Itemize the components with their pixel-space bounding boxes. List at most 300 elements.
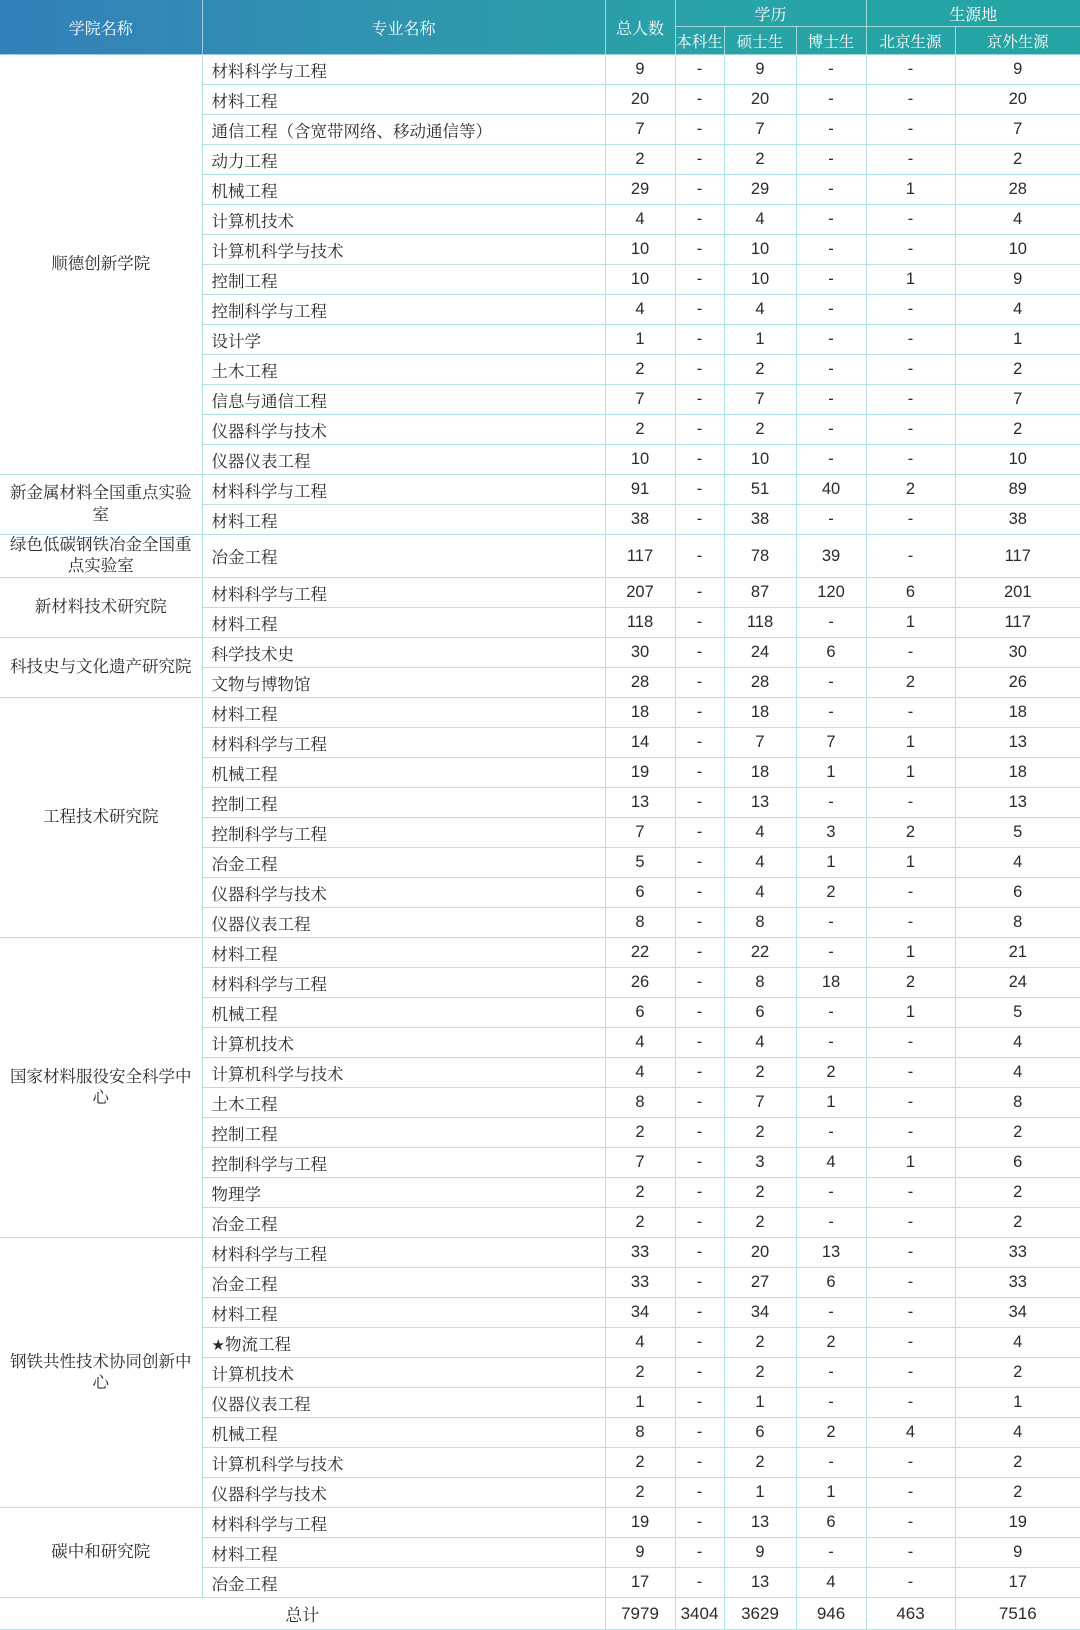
total-cell-master: 3629 xyxy=(724,1598,796,1630)
cell-major-name: 控制科学与工程 xyxy=(202,295,605,325)
cell-non-beijing: 2 xyxy=(955,145,1080,175)
cell-bachelor: - xyxy=(675,1148,724,1178)
cell-total: 207 xyxy=(605,578,675,608)
cell-doctor: 18 xyxy=(796,968,866,998)
cell-non-beijing: 6 xyxy=(955,878,1080,908)
cell-non-beijing: 24 xyxy=(955,968,1080,998)
cell-bachelor: - xyxy=(675,1298,724,1328)
total-cell-bachelor: 3404 xyxy=(675,1598,724,1630)
cell-major-name: 科学技术史 xyxy=(202,638,605,668)
cell-college-name: 新材料技术研究院 xyxy=(0,578,202,638)
cell-college-name: 国家材料服役安全科学中心 xyxy=(0,938,202,1238)
column-header-non-beijing: 京外生源 xyxy=(955,27,1080,55)
cell-college-name: 钢铁共性技术协同创新中心 xyxy=(0,1238,202,1508)
cell-master: 2 xyxy=(724,1328,796,1358)
star-icon: ★ xyxy=(211,1336,225,1354)
cell-major-name: 控制科学与工程 xyxy=(202,1148,605,1178)
cell-bachelor: - xyxy=(675,1208,724,1238)
cell-bachelor: - xyxy=(675,235,724,265)
cell-college-name: 顺德创新学院 xyxy=(0,55,202,475)
cell-college-name: 科技史与文化遗产研究院 xyxy=(0,638,202,698)
cell-total: 8 xyxy=(605,1418,675,1448)
cell-total: 2 xyxy=(605,1358,675,1388)
cell-doctor: 2 xyxy=(796,878,866,908)
cell-total: 8 xyxy=(605,1088,675,1118)
cell-doctor: - xyxy=(796,1208,866,1238)
cell-bachelor: - xyxy=(675,535,724,578)
cell-doctor: 2 xyxy=(796,1418,866,1448)
cell-master: 18 xyxy=(724,698,796,728)
cell-beijing: - xyxy=(866,115,955,145)
cell-major-name: 土木工程 xyxy=(202,1088,605,1118)
cell-non-beijing: 19 xyxy=(955,1508,1080,1538)
cell-beijing: - xyxy=(866,1508,955,1538)
cell-beijing: 1 xyxy=(866,608,955,638)
cell-master: 1 xyxy=(724,1478,796,1508)
cell-major-name: 材料工程 xyxy=(202,505,605,535)
cell-major-name: ★物流工程 xyxy=(202,1328,605,1358)
cell-major-name: 冶金工程 xyxy=(202,535,605,578)
cell-non-beijing: 7 xyxy=(955,115,1080,145)
cell-non-beijing: 117 xyxy=(955,535,1080,578)
table-row xyxy=(0,938,1080,968)
cell-major-name: 材料科学与工程 xyxy=(202,578,605,608)
cell-non-beijing: 4 xyxy=(955,1058,1080,1088)
cell-major-name: 材料工程 xyxy=(202,608,605,638)
cell-total: 2 xyxy=(605,1448,675,1478)
cell-major-name: 仪器科学与技术 xyxy=(202,1478,605,1508)
cell-beijing: 1 xyxy=(866,175,955,205)
cell-master: 1 xyxy=(724,1388,796,1418)
cell-non-beijing: 4 xyxy=(955,205,1080,235)
cell-major-name: 计算机技术 xyxy=(202,205,605,235)
cell-major-name: 材料工程 xyxy=(202,85,605,115)
cell-beijing: 1 xyxy=(866,758,955,788)
cell-non-beijing: 201 xyxy=(955,578,1080,608)
cell-master: 10 xyxy=(724,445,796,475)
cell-doctor: 13 xyxy=(796,1238,866,1268)
cell-doctor: - xyxy=(796,235,866,265)
cell-non-beijing: 2 xyxy=(955,1448,1080,1478)
cell-total: 2 xyxy=(605,415,675,445)
cell-beijing: 2 xyxy=(866,968,955,998)
cell-beijing: - xyxy=(866,1298,955,1328)
cell-doctor: - xyxy=(796,55,866,85)
cell-total: 2 xyxy=(605,1118,675,1148)
cell-major-name: 冶金工程 xyxy=(202,1268,605,1298)
cell-doctor: - xyxy=(796,415,866,445)
cell-major-name: 材料工程 xyxy=(202,938,605,968)
cell-total: 2 xyxy=(605,355,675,385)
cell-bachelor: - xyxy=(675,295,724,325)
cell-major-name: 计算机技术 xyxy=(202,1358,605,1388)
cell-major-name: 仪器科学与技术 xyxy=(202,878,605,908)
cell-bachelor: - xyxy=(675,1328,724,1358)
cell-doctor: - xyxy=(796,295,866,325)
cell-total: 91 xyxy=(605,475,675,505)
cell-beijing: - xyxy=(866,1388,955,1418)
cell-major-name: 材料科学与工程 xyxy=(202,728,605,758)
cell-beijing: 1 xyxy=(866,728,955,758)
cell-doctor: - xyxy=(796,265,866,295)
cell-non-beijing: 20 xyxy=(955,85,1080,115)
cell-doctor: - xyxy=(796,1388,866,1418)
cell-master: 4 xyxy=(724,295,796,325)
cell-non-beijing: 10 xyxy=(955,445,1080,475)
total-cell-doctor: 946 xyxy=(796,1598,866,1630)
cell-master: 13 xyxy=(724,1568,796,1598)
cell-total: 2 xyxy=(605,145,675,175)
cell-total: 22 xyxy=(605,938,675,968)
cell-total: 33 xyxy=(605,1268,675,1298)
cell-master: 29 xyxy=(724,175,796,205)
cell-master: 8 xyxy=(724,968,796,998)
cell-total: 14 xyxy=(605,728,675,758)
cell-bachelor: - xyxy=(675,1568,724,1598)
cell-master: 4 xyxy=(724,205,796,235)
column-header-doctor: 博士生 xyxy=(796,27,866,55)
cell-doctor: 6 xyxy=(796,1268,866,1298)
cell-non-beijing: 4 xyxy=(955,848,1080,878)
cell-total: 7 xyxy=(605,818,675,848)
cell-total: 2 xyxy=(605,1178,675,1208)
cell-total: 10 xyxy=(605,235,675,265)
cell-beijing: - xyxy=(866,1208,955,1238)
cell-bachelor: - xyxy=(675,1538,724,1568)
cell-bachelor: - xyxy=(675,608,724,638)
cell-total-label: 总计 xyxy=(0,1598,605,1630)
cell-bachelor: - xyxy=(675,728,724,758)
cell-bachelor: - xyxy=(675,85,724,115)
cell-master: 2 xyxy=(724,1358,796,1388)
cell-master: 13 xyxy=(724,788,796,818)
cell-doctor: - xyxy=(796,1358,866,1388)
cell-master: 7 xyxy=(724,115,796,145)
cell-bachelor: - xyxy=(675,818,724,848)
header-row-top xyxy=(0,0,1080,27)
cell-major-name: 控制工程 xyxy=(202,1118,605,1148)
cell-bachelor: - xyxy=(675,145,724,175)
cell-total: 4 xyxy=(605,1058,675,1088)
cell-bachelor: - xyxy=(675,1358,724,1388)
cell-bachelor: - xyxy=(675,788,724,818)
cell-beijing: 6 xyxy=(866,578,955,608)
cell-major-name: 材料科学与工程 xyxy=(202,968,605,998)
cell-beijing: - xyxy=(866,1058,955,1088)
cell-non-beijing: 2 xyxy=(955,355,1080,385)
cell-major-name: 通信工程（含宽带网络、移动通信等） xyxy=(202,115,605,145)
cell-bachelor: - xyxy=(675,1448,724,1478)
cell-bachelor: - xyxy=(675,968,724,998)
cell-doctor: - xyxy=(796,355,866,385)
cell-beijing: - xyxy=(866,1118,955,1148)
cell-bachelor: - xyxy=(675,938,724,968)
cell-master: 10 xyxy=(724,235,796,265)
cell-beijing: 2 xyxy=(866,475,955,505)
cell-master: 4 xyxy=(724,1028,796,1058)
cell-doctor: - xyxy=(796,698,866,728)
cell-beijing: 4 xyxy=(866,1418,955,1448)
cell-master: 3 xyxy=(724,1148,796,1178)
cell-doctor: - xyxy=(796,1178,866,1208)
cell-master: 2 xyxy=(724,415,796,445)
cell-total: 5 xyxy=(605,848,675,878)
cell-non-beijing: 13 xyxy=(955,788,1080,818)
cell-total: 2 xyxy=(605,1208,675,1238)
cell-bachelor: - xyxy=(675,1118,724,1148)
cell-non-beijing: 33 xyxy=(955,1268,1080,1298)
cell-beijing: - xyxy=(866,1088,955,1118)
cell-beijing: - xyxy=(866,1538,955,1568)
cell-non-beijing: 38 xyxy=(955,505,1080,535)
cell-total: 13 xyxy=(605,788,675,818)
table-row xyxy=(0,638,1080,668)
cell-non-beijing: 2 xyxy=(955,1478,1080,1508)
cell-total: 9 xyxy=(605,1538,675,1568)
total-cell-non-beijing: 7516 xyxy=(955,1598,1080,1630)
cell-master: 7 xyxy=(724,728,796,758)
cell-non-beijing: 4 xyxy=(955,1028,1080,1058)
cell-total: 7 xyxy=(605,115,675,145)
cell-beijing: - xyxy=(866,878,955,908)
cell-college-name: 新金属材料全国重点实验室 xyxy=(0,475,202,535)
cell-master: 22 xyxy=(724,938,796,968)
cell-non-beijing: 9 xyxy=(955,55,1080,85)
cell-major-name: 仪器仪表工程 xyxy=(202,908,605,938)
cell-non-beijing: 2 xyxy=(955,415,1080,445)
cell-major-name: 材料工程 xyxy=(202,1298,605,1328)
cell-beijing: - xyxy=(866,698,955,728)
cell-non-beijing: 18 xyxy=(955,698,1080,728)
cell-non-beijing: 28 xyxy=(955,175,1080,205)
cell-master: 2 xyxy=(724,1178,796,1208)
cell-major-name: 信息与通信工程 xyxy=(202,385,605,415)
cell-bachelor: - xyxy=(675,205,724,235)
cell-beijing: - xyxy=(866,205,955,235)
cell-beijing: - xyxy=(866,1568,955,1598)
cell-master: 4 xyxy=(724,848,796,878)
cell-doctor: - xyxy=(796,1298,866,1328)
cell-bachelor: - xyxy=(675,998,724,1028)
cell-major-name: 仪器仪表工程 xyxy=(202,1388,605,1418)
cell-non-beijing: 2 xyxy=(955,1358,1080,1388)
cell-beijing: - xyxy=(866,295,955,325)
column-header-major: 专业名称 xyxy=(202,0,605,55)
cell-master: 2 xyxy=(724,1448,796,1478)
cell-master: 78 xyxy=(724,535,796,578)
cell-major-name: 材料科学与工程 xyxy=(202,1238,605,1268)
cell-total: 29 xyxy=(605,175,675,205)
table-row xyxy=(0,1238,1080,1268)
cell-non-beijing: 8 xyxy=(955,1088,1080,1118)
cell-non-beijing: 26 xyxy=(955,668,1080,698)
table-row xyxy=(0,535,1080,578)
cell-non-beijing: 4 xyxy=(955,1328,1080,1358)
cell-doctor: - xyxy=(796,908,866,938)
cell-non-beijing: 18 xyxy=(955,758,1080,788)
cell-total: 8 xyxy=(605,908,675,938)
cell-beijing: - xyxy=(866,1448,955,1478)
cell-total: 28 xyxy=(605,668,675,698)
cell-non-beijing: 2 xyxy=(955,1178,1080,1208)
cell-major-name: 材料科学与工程 xyxy=(202,55,605,85)
cell-bachelor: - xyxy=(675,578,724,608)
cell-bachelor: - xyxy=(675,908,724,938)
cell-non-beijing: 4 xyxy=(955,295,1080,325)
cell-major-name: 材料科学与工程 xyxy=(202,1508,605,1538)
cell-doctor: 3 xyxy=(796,818,866,848)
column-header-bachelor: 本科生 xyxy=(675,27,724,55)
cell-master: 7 xyxy=(724,1088,796,1118)
cell-non-beijing: 13 xyxy=(955,728,1080,758)
cell-doctor: 1 xyxy=(796,758,866,788)
cell-master: 87 xyxy=(724,578,796,608)
cell-master: 51 xyxy=(724,475,796,505)
cell-bachelor: - xyxy=(675,848,724,878)
cell-beijing: - xyxy=(866,385,955,415)
cell-bachelor: - xyxy=(675,1178,724,1208)
cell-bachelor: - xyxy=(675,1388,724,1418)
cell-doctor: - xyxy=(796,998,866,1028)
cell-doctor: 4 xyxy=(796,1148,866,1178)
cell-major-name: 控制工程 xyxy=(202,788,605,818)
cell-beijing: 2 xyxy=(866,818,955,848)
cell-beijing: - xyxy=(866,535,955,578)
cell-doctor: 1 xyxy=(796,1088,866,1118)
cell-college-name: 工程技术研究院 xyxy=(0,698,202,938)
cell-bachelor: - xyxy=(675,1268,724,1298)
column-header-beijing: 北京生源 xyxy=(866,27,955,55)
cell-major-name: 冶金工程 xyxy=(202,1568,605,1598)
cell-non-beijing: 5 xyxy=(955,998,1080,1028)
cell-total: 10 xyxy=(605,445,675,475)
cell-major-name: 设计学 xyxy=(202,325,605,355)
table-body xyxy=(0,55,1080,1630)
column-header-college: 学院名称 xyxy=(0,0,202,55)
cell-total: 118 xyxy=(605,608,675,638)
cell-total: 1 xyxy=(605,1388,675,1418)
cell-beijing: - xyxy=(866,355,955,385)
cell-master: 6 xyxy=(724,1418,796,1448)
cell-bachelor: - xyxy=(675,1028,724,1058)
cell-beijing: 1 xyxy=(866,938,955,968)
cell-doctor: 2 xyxy=(796,1058,866,1088)
cell-doctor: - xyxy=(796,788,866,818)
cell-bachelor: - xyxy=(675,175,724,205)
cell-total: 4 xyxy=(605,295,675,325)
cell-non-beijing: 10 xyxy=(955,235,1080,265)
cell-bachelor: - xyxy=(675,1418,724,1448)
cell-major-name: 控制科学与工程 xyxy=(202,818,605,848)
cell-bachelor: - xyxy=(675,698,724,728)
cell-major-name: 仪器科学与技术 xyxy=(202,415,605,445)
table-row xyxy=(0,578,1080,608)
cell-doctor: - xyxy=(796,445,866,475)
cell-beijing: - xyxy=(866,908,955,938)
cell-total: 34 xyxy=(605,1298,675,1328)
cell-beijing: - xyxy=(866,55,955,85)
cell-master: 13 xyxy=(724,1508,796,1538)
cell-total: 19 xyxy=(605,1508,675,1538)
cell-bachelor: - xyxy=(675,1508,724,1538)
cell-master: 7 xyxy=(724,385,796,415)
cell-doctor: - xyxy=(796,1448,866,1478)
table-row xyxy=(0,475,1080,505)
cell-major-name: 机械工程 xyxy=(202,175,605,205)
cell-doctor: 2 xyxy=(796,1328,866,1358)
cell-beijing: - xyxy=(866,325,955,355)
cell-master: 2 xyxy=(724,355,796,385)
cell-non-beijing: 2 xyxy=(955,1118,1080,1148)
cell-total: 18 xyxy=(605,698,675,728)
cell-total: 19 xyxy=(605,758,675,788)
cell-non-beijing: 4 xyxy=(955,1418,1080,1448)
cell-beijing: - xyxy=(866,1478,955,1508)
cell-total: 4 xyxy=(605,1028,675,1058)
cell-doctor: - xyxy=(796,608,866,638)
cell-master: 8 xyxy=(724,908,796,938)
cell-non-beijing: 34 xyxy=(955,1298,1080,1328)
cell-total: 1 xyxy=(605,325,675,355)
cell-total: 30 xyxy=(605,638,675,668)
cell-major-name: 材料工程 xyxy=(202,1538,605,1568)
cell-doctor: - xyxy=(796,145,866,175)
cell-total: 7 xyxy=(605,385,675,415)
cell-bachelor: - xyxy=(675,445,724,475)
cell-doctor: - xyxy=(796,938,866,968)
cell-non-beijing: 9 xyxy=(955,1538,1080,1568)
cell-beijing: 1 xyxy=(866,998,955,1028)
cell-doctor: 6 xyxy=(796,638,866,668)
cell-major-name: 物理学 xyxy=(202,1178,605,1208)
cell-beijing: 1 xyxy=(866,265,955,295)
cell-major-name: 机械工程 xyxy=(202,998,605,1028)
cell-non-beijing: 30 xyxy=(955,638,1080,668)
cell-total: 4 xyxy=(605,1328,675,1358)
cell-total: 26 xyxy=(605,968,675,998)
table-header xyxy=(0,0,1080,55)
cell-doctor: - xyxy=(796,505,866,535)
cell-beijing: - xyxy=(866,1178,955,1208)
column-header-master: 硕士生 xyxy=(724,27,796,55)
cell-beijing: - xyxy=(866,445,955,475)
cell-total: 4 xyxy=(605,205,675,235)
cell-master: 24 xyxy=(724,638,796,668)
cell-total: 6 xyxy=(605,878,675,908)
cell-total: 6 xyxy=(605,998,675,1028)
cell-total: 38 xyxy=(605,505,675,535)
cell-major-name: 仪器仪表工程 xyxy=(202,445,605,475)
cell-major-name: 动力工程 xyxy=(202,145,605,175)
cell-master: 4 xyxy=(724,818,796,848)
cell-bachelor: - xyxy=(675,385,724,415)
cell-doctor: - xyxy=(796,1538,866,1568)
cell-bachelor: - xyxy=(675,505,724,535)
cell-beijing: - xyxy=(866,1328,955,1358)
cell-bachelor: - xyxy=(675,1478,724,1508)
cell-master: 20 xyxy=(724,1238,796,1268)
cell-college-name: 绿色低碳钢铁冶金全国重点实验室 xyxy=(0,535,202,578)
cell-doctor: - xyxy=(796,175,866,205)
cell-major-name: 材料工程 xyxy=(202,698,605,728)
cell-master: 38 xyxy=(724,505,796,535)
cell-beijing: - xyxy=(866,638,955,668)
cell-beijing: 1 xyxy=(866,1148,955,1178)
cell-master: 2 xyxy=(724,1058,796,1088)
cell-doctor: - xyxy=(796,85,866,115)
cell-doctor: - xyxy=(796,668,866,698)
cell-major-name: 冶金工程 xyxy=(202,848,605,878)
